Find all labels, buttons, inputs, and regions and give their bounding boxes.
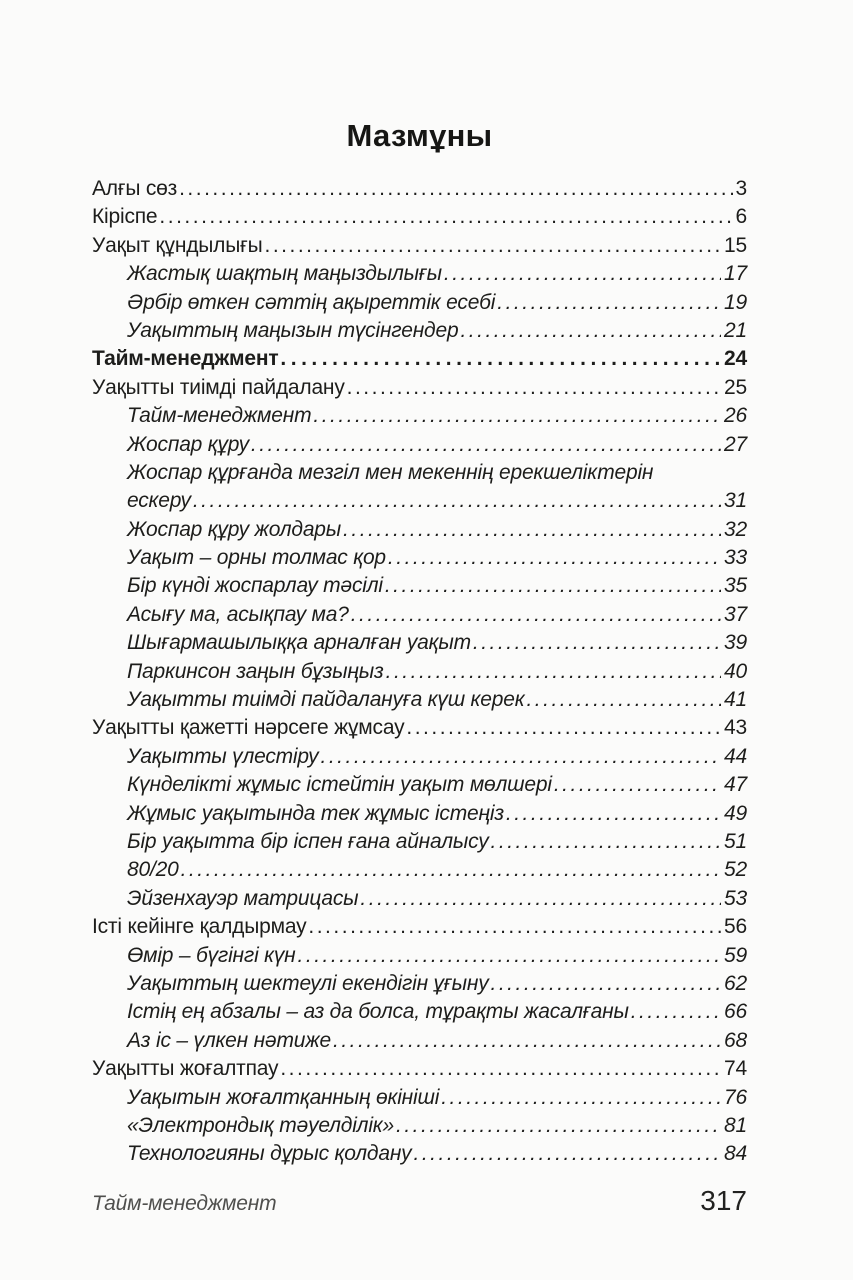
toc-entry-page: 27 <box>724 432 747 456</box>
toc-entry-page: 53 <box>724 886 747 910</box>
toc-entry <box>92 203 747 231</box>
toc-entry-label: Өмір – бүгінгі күн <box>127 943 296 967</box>
dot-leader <box>347 374 721 402</box>
dot-leader <box>441 1084 721 1112</box>
toc-entry-page: 47 <box>724 773 747 797</box>
toc-entry <box>92 317 747 345</box>
toc-entry <box>92 998 747 1026</box>
toc-entry-page: 17 <box>724 262 747 286</box>
toc-entry <box>92 487 747 515</box>
toc-entry-page: 33 <box>724 546 747 570</box>
toc-entry-label: Кіріспе <box>92 205 158 229</box>
toc-entry-label: Аз іс – үлкен нәтиже <box>127 1028 331 1052</box>
dot-leader <box>497 289 721 317</box>
dot-leader <box>280 345 721 373</box>
toc-entry <box>92 658 747 686</box>
toc-entry-label: Жұмыс уақытында тек жұмыс істеңіз <box>127 801 504 825</box>
toc-entry-page: 15 <box>724 233 747 257</box>
toc-entry <box>92 771 747 799</box>
dot-leader <box>473 629 721 657</box>
toc-entry <box>92 1084 747 1112</box>
toc-entry-label: Асығу ма, асықпау ма? <box>127 602 349 626</box>
dot-leader <box>444 260 721 288</box>
toc-entry-page: 35 <box>724 574 747 598</box>
toc-entry-page: 24 <box>724 347 747 371</box>
toc-entry-label: Істің ең абзалы – аз да болса, тұрақты жасалғаны <box>127 1000 629 1024</box>
toc-entry-label: Әрбір өткен сәттің ақыреттік есебі <box>127 290 496 314</box>
toc-entry-label: Тайм-менеджмент <box>127 404 312 428</box>
dot-leader <box>554 771 721 799</box>
toc-entry-page: 43 <box>724 716 747 740</box>
dot-leader <box>360 885 721 913</box>
toc-entry <box>92 885 747 913</box>
toc-entry <box>92 260 747 288</box>
dot-leader <box>343 516 721 544</box>
toc-entry-page: 49 <box>724 801 747 825</box>
dot-leader <box>280 1055 721 1083</box>
toc-entry <box>92 913 747 941</box>
toc-entry-label: Жоспар құру <box>127 432 249 456</box>
toc-entry-page: 25 <box>724 375 747 399</box>
toc-entry-label: Уақыттың маңызын түсінгендер <box>127 318 459 342</box>
toc-entry <box>92 686 747 714</box>
dot-leader <box>298 942 721 970</box>
toc-entry-page: 3 <box>735 177 747 200</box>
toc-entry-page: 40 <box>724 659 747 683</box>
toc-entry-page: 84 <box>724 1142 747 1166</box>
toc-entry-label: Уақытын жоғалтқанның өкініші <box>127 1085 440 1109</box>
toc-entry-label: Жастық шақтың маңыздылығы <box>127 262 442 286</box>
toc-entry-label: Жоспар құрғанда мезгіл мен мекеннің ерекшеліктерін <box>127 460 654 484</box>
toc-entry-label: Күнделікті жұмыс істейтін уақыт мөлшері <box>127 773 552 797</box>
dot-leader <box>333 1027 721 1055</box>
toc-entry-label: Технологияны дұрыс қолдану <box>127 1142 412 1166</box>
dot-leader <box>396 1112 721 1140</box>
page-number: 317 <box>700 1184 747 1216</box>
dot-leader <box>386 658 721 686</box>
toc-entry-page: 32 <box>724 517 747 541</box>
toc-entry-label: Уақытты үлестіру <box>127 744 319 768</box>
toc-entry-page: 66 <box>724 1000 747 1024</box>
toc-entry-page: 31 <box>724 489 747 513</box>
dot-leader <box>388 544 721 572</box>
toc-entry-label: Тайм-менеджмент <box>92 347 279 371</box>
toc-entry-page: 26 <box>724 404 747 428</box>
toc-entry <box>92 601 747 629</box>
toc-entry-page: 76 <box>724 1085 747 1109</box>
dot-leader <box>385 572 721 600</box>
toc-entry-label: Уақытты жоғалтпау <box>92 1057 279 1081</box>
toc-entry-label: Алғы сөз <box>92 177 178 200</box>
toc-entry-label: Істі кейінге қалдырмау <box>92 915 307 939</box>
dot-leader <box>491 970 722 998</box>
toc-entry <box>92 1027 747 1055</box>
toc-entry <box>92 431 747 459</box>
toc-entry-label: Бір күнді жоспарлау тәсілі <box>127 574 383 598</box>
toc-entry <box>92 1140 747 1168</box>
toc-entry-page: 56 <box>724 915 747 939</box>
toc-entry-page: 68 <box>724 1028 747 1052</box>
toc-entry-page: 44 <box>724 744 747 768</box>
dot-leader <box>351 601 721 629</box>
toc-entry <box>92 374 747 402</box>
toc-entry-label: Бір уақытта бір іспен ғана айналысу <box>127 829 489 853</box>
toc-entry <box>92 345 747 373</box>
toc-entry <box>92 175 747 203</box>
dot-leader <box>265 232 722 260</box>
toc-entry-page: 59 <box>724 943 747 967</box>
dot-leader <box>313 402 721 430</box>
dot-leader <box>406 714 721 742</box>
dot-leader <box>159 203 732 231</box>
toc-entry <box>92 1055 747 1083</box>
toc-entry <box>92 544 747 572</box>
toc-entry-label: Жоспар құру жолдары <box>127 517 342 541</box>
toc-entry <box>92 970 747 998</box>
toc-entry-label: Шығармашылыққа арналған уақыт <box>127 631 471 655</box>
toc-entry <box>92 516 747 544</box>
toc-entry-label: ескеру <box>127 489 191 513</box>
toc-entry-label: Уақыт – орны толмас қор <box>127 546 386 570</box>
toc-entry-label: «Электрондық тәуелділік» <box>127 1113 394 1137</box>
toc-entry-label: Эйзенхауэр матрицасы <box>127 886 359 910</box>
toc-entry <box>92 629 747 657</box>
toc-entry <box>92 459 747 487</box>
toc-entry-label: Уақытты тиімді пайдалану <box>92 375 345 399</box>
toc-entry-page: 19 <box>724 290 747 314</box>
toc-entry-page: 6 <box>735 205 747 229</box>
toc-entry <box>92 572 747 600</box>
footer <box>92 1185 747 1217</box>
toc-entry-label: Уақытты тиімді пайдалануға күш керек <box>127 688 525 712</box>
toc-entry-page: 21 <box>724 318 747 342</box>
toc-entry <box>92 828 747 856</box>
dot-leader <box>506 800 721 828</box>
toc-entry-label: Уақыт құндылығы <box>92 233 263 257</box>
toc-entry-label: Паркинсон заңын бұзыңыз <box>127 659 384 683</box>
toc-entry-label: 80/20 <box>127 858 179 882</box>
toc-entry-label: Уақытты қажетті нәрсеге жұмсау <box>92 716 405 740</box>
toc-entry <box>92 1112 747 1140</box>
dot-leader <box>320 743 721 771</box>
toc-entry-page: 81 <box>724 1113 747 1137</box>
dot-leader <box>193 487 721 515</box>
dot-leader <box>526 686 721 714</box>
dot-leader <box>308 913 721 941</box>
toc-list <box>92 175 747 1169</box>
toc-entry <box>92 743 747 771</box>
toc-entry-page: 74 <box>724 1057 747 1081</box>
toc-entry-page: 52 <box>724 858 747 882</box>
toc-entry-page: 51 <box>724 829 747 853</box>
dot-leader <box>491 828 721 856</box>
toc-entry-page: 37 <box>724 602 747 626</box>
toc-entry <box>92 942 747 970</box>
dot-leader <box>460 317 721 345</box>
toc-entry-label: Уақыттың шектеулі екендігін ұғыну <box>127 971 489 995</box>
toc-entry <box>92 402 747 430</box>
toc-entry-page: 39 <box>724 631 747 655</box>
toc-entry <box>92 714 747 742</box>
toc-entry-page: 62 <box>724 971 747 995</box>
dot-leader <box>251 431 721 459</box>
dot-leader <box>631 998 721 1026</box>
toc-entry <box>92 232 747 260</box>
toc-entry-page: 41 <box>724 688 747 712</box>
toc-entry <box>92 856 747 884</box>
dot-leader <box>413 1140 721 1168</box>
page-title: Мазмұны <box>346 118 493 153</box>
toc-entry <box>92 289 747 317</box>
dot-leader <box>179 175 732 203</box>
running-title: Тайм-менеджмент <box>92 1191 277 1215</box>
dot-leader <box>181 856 721 884</box>
toc-entry <box>92 800 747 828</box>
